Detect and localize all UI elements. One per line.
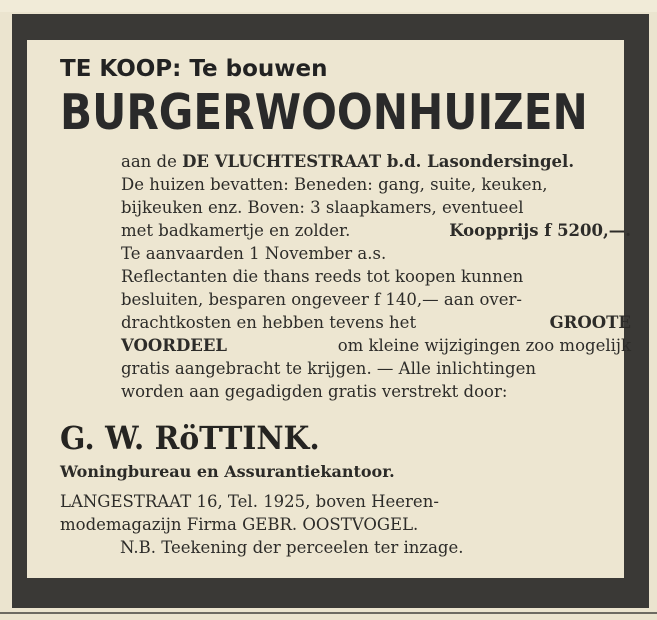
- body-line: [121, 196, 631, 219]
- body-line: [121, 219, 631, 242]
- street-name: DE VLUCHTESTRAAT b.d. Lasondersingel.: [182, 152, 575, 171]
- body-text: besluiten, besparen ongeveer f 140,— aan over-: [121, 290, 522, 309]
- advertiser-name: G. W. RöTTINK.: [60, 419, 320, 457]
- body-text: om kleine wijzigingen zoo mogelijk: [337, 336, 631, 355]
- advertiser-subtitle: Woningbureau en Assurantiekantoor.: [60, 462, 395, 481]
- body-line: [121, 334, 631, 357]
- body-text: drachtkosten en hebben tevens het: [121, 313, 417, 332]
- body-text: met badkamertje en zolder.: [121, 221, 351, 240]
- price: Koopprijs f 5200,—.: [449, 221, 631, 240]
- body-text: bijkeuken enz. Boven: 3 slaapkamers, eventueel: [121, 198, 524, 217]
- paper-edge: [0, 0, 657, 12]
- address-text: modemagazijn Firma GEBR. OOSTVOGEL.: [60, 515, 419, 534]
- body-text: Reflectanten die thans reeds tot koopen kunnen: [121, 267, 524, 286]
- footnote: N.B. Teekening der perceelen ter inzage.: [120, 538, 464, 557]
- body-line: [121, 265, 631, 288]
- body-line: [121, 288, 631, 311]
- emphasis-text: VOORDEEL: [121, 336, 228, 355]
- body-text: Te aanvaarden 1 November a.s.: [121, 244, 387, 263]
- body-text: De huizen bevatten: Beneden: gang, suite, keuken,: [121, 175, 548, 194]
- address-line: [60, 490, 516, 513]
- body-line: [121, 242, 631, 265]
- body-text: gratis aangebracht te krijgen. — Alle inlichtingen: [121, 359, 536, 378]
- address-text: LANGESTRAAT 16, Tel. 1925, boven Heeren-: [60, 492, 439, 511]
- body-line: [121, 380, 631, 403]
- ad-kicker: TE KOOP: Te bouwen: [60, 56, 328, 82]
- body-text: aan de: [121, 152, 177, 171]
- body-line: [121, 173, 631, 196]
- body-text: worden aan gegadigden gratis verstrekt door:: [121, 382, 508, 401]
- address-line: [60, 513, 516, 536]
- ad-headline: BURGERWOONHUIZEN: [60, 84, 588, 141]
- advertiser-address: [60, 490, 516, 536]
- column-rule: [0, 612, 657, 614]
- body-line: [121, 311, 631, 334]
- ad-body: [121, 150, 631, 403]
- body-line: [121, 150, 631, 173]
- emphasis-text: GROOTE: [549, 313, 631, 332]
- body-line: [121, 357, 631, 380]
